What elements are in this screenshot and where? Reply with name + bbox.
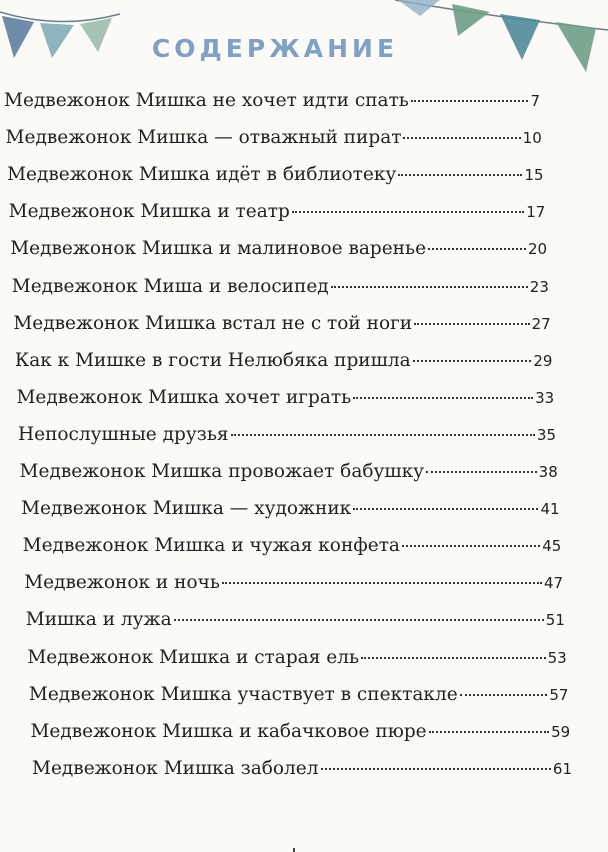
toc-entry [29, 684, 569, 714]
toc-entry-page: 35 [536, 425, 556, 444]
toc-entry-page: 51 [545, 611, 565, 630]
toc-entry-title: Медвежонок Мишка не хочет идти спать [4, 90, 409, 111]
toc-entry [20, 461, 558, 491]
toc-entry [9, 201, 546, 231]
bunting-flag [398, 0, 440, 16]
toc-entry-title: Медвежонок Мишка и кабачковое пюре [30, 720, 427, 742]
toc-entry [7, 164, 543, 194]
toc-entry [30, 721, 570, 751]
toc-entry [6, 127, 542, 157]
toc-entry [27, 647, 566, 677]
toc-entry [23, 535, 562, 565]
toc-entry-title: Медвежонок и ночь [24, 572, 220, 594]
toc-leader-dots [353, 397, 533, 399]
toc-entry-title: Медвежонок Мишка и старая ель [27, 646, 360, 668]
toc-leader-dots [222, 582, 542, 584]
toc-leader-dots [413, 360, 532, 362]
toc-entry [10, 238, 547, 268]
toc-entry-page: 23 [529, 277, 549, 296]
toc-entry [18, 424, 556, 454]
toc-entry-title: Медвежонок Мишка встал не с той ноги [13, 312, 413, 334]
toc-entry-title: Медвежонок Миша и велосипед [11, 275, 329, 297]
toc-entry [21, 498, 559, 528]
page-title: СОДЕРЖАНИЕ [151, 34, 399, 63]
toc-leader-dots [321, 768, 551, 770]
toc-entry-title: Как к Мишке в гости Нелюбяка пришла [14, 349, 411, 371]
toc-entry-page: 7 [530, 92, 540, 110]
toc-leader-dots [428, 248, 526, 250]
toc-entry-page: 38 [538, 463, 558, 481]
toc-entry [16, 387, 554, 417]
toc-entry-title: Медвежонок Мишка и малиновое варенье [10, 238, 427, 260]
toc-leader-dots [460, 694, 548, 696]
toc-leader-dots [414, 323, 529, 325]
bunting-flag [452, 4, 490, 36]
toc-entry-title: Медвежонок Мишка — отважный пират [5, 127, 402, 149]
toc-entry-page: 41 [540, 500, 560, 519]
toc-leader-dots [403, 137, 520, 139]
toc-entry-title: Медвежонок Мишка идёт в библиотеку [7, 164, 397, 186]
toc-entry-title: Медвежонок Мишка провожает бабушку [19, 461, 425, 482]
toc-leader-dots [429, 731, 550, 733]
toc-leader-dots [402, 545, 540, 547]
toc-entry-title: Медвежонок Мишка участвует в спектакле [28, 683, 458, 705]
toc-entry-page: 15 [524, 166, 544, 185]
toc-entry-title: Непослушные друзья [18, 423, 229, 445]
toc-entry [32, 758, 572, 788]
toc-entry [13, 313, 550, 343]
toc-entry-page: 53 [547, 648, 567, 667]
toc-entry-page: 10 [522, 129, 542, 148]
toc-leader-dots [398, 174, 522, 176]
toc-leader-dots [353, 508, 538, 510]
toc-entry-page: 27 [531, 314, 551, 333]
toc-entry [26, 609, 565, 639]
toc-entry-page: 33 [535, 388, 555, 407]
toc-entry [15, 350, 553, 380]
toc-leader-dots [361, 657, 546, 659]
toc-leader-dots [411, 100, 529, 102]
toc-leader-dots [426, 471, 537, 473]
toc-entry-page: 61 [552, 759, 572, 778]
toc-leader-dots [331, 286, 528, 288]
toc-entry [12, 276, 549, 306]
toc-entry-page: 17 [526, 203, 546, 222]
toc-entry-title: Медвежонок Мишка хочет играть [16, 386, 352, 408]
toc-entry-title: Мишка и лужа [25, 609, 172, 631]
toc-entry [4, 90, 540, 120]
page-mark [293, 848, 295, 852]
toc-entry-page: 47 [544, 574, 564, 593]
toc-leader-dots [174, 619, 544, 621]
toc-entry-title: Медвежонок Мишка заболел [32, 757, 319, 779]
bunting-flag [556, 22, 596, 72]
toc-entry-page: 20 [528, 240, 548, 259]
toc-entry-title: Медвежонок Мишка и чужая конфета [22, 535, 400, 557]
toc-leader-dots [231, 434, 535, 436]
toc-entry-page: 59 [551, 722, 571, 741]
toc-entry-title: Медвежонок Мишка — художник [21, 498, 352, 520]
toc-entry [24, 572, 563, 602]
toc-leader-dots [292, 211, 524, 213]
toc-entry-page: 57 [549, 685, 569, 704]
toc-entry-page: 29 [533, 351, 553, 370]
toc-entry-page: 45 [542, 537, 562, 556]
toc-entry-title: Медвежонок Мишка и театр [8, 201, 290, 223]
